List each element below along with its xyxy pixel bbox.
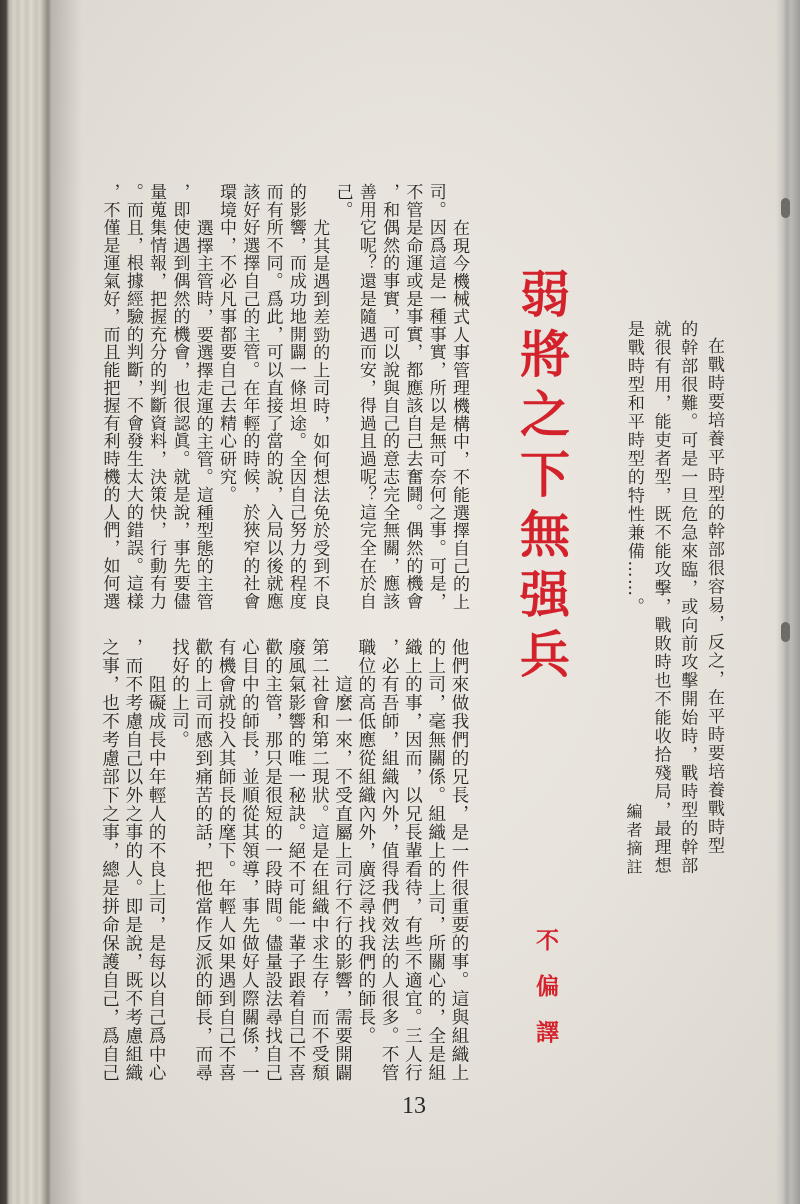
page-stack-edge (0, 0, 52, 1204)
body-column: 善用它呢？還是隨遇而安，得過且過呢？這完全在於自 (355, 183, 376, 611)
body-lower-tier (97, 638, 470, 1088)
body-column: 選擇主管時，要選擇走運的主管。這種型態的主管 (192, 218, 213, 611)
binding-notch (781, 622, 790, 642)
body-column: 職位的高低應從組織內外，廣泛尋找我們的師長。 (355, 638, 376, 1045)
editor-note-column: 就很有用，能吏者型，既不能攻擊，戰敗時也不能收拾殘局，最理想 (650, 320, 671, 875)
binding-notch (781, 198, 790, 218)
body-column: 第二社會和第二現狀。這是在組織中求生存，而不受頹 (309, 638, 330, 1082)
body-column: 歡的上司而感到痛苦的話，把他當作反派的師長，而尋 (192, 638, 213, 1082)
editor-note-column: 的幹部很難。可是一旦危急來臨，或向前攻擊開始時，戰時型的幹部 (677, 320, 698, 875)
editor-note-column: 是戰時型和平時型的特性兼備……。 (623, 320, 644, 616)
body-column: ，不僅是運氣好，而且能把握有利時機的人們，如何選 (99, 183, 120, 611)
body-column: 環境中，不必凡事都要自己去精心研究。 (216, 183, 237, 504)
body-column: 不管是命運或是事實，都應該自己去奮鬪。偶然的機會 (402, 183, 423, 611)
body-column: 有機會就投入其師長的麾下。年輕人如果遇到自己不喜 (216, 638, 237, 1082)
body-column: ，和偶然的事實，可以說與自己的意志完全無關，應該 (379, 183, 400, 611)
page-number: 13 (402, 1093, 426, 1119)
editor-note-column: 在戰時要培養平時型的幹部很容易，反之，在平時要培養戰時型 (704, 337, 724, 855)
body-column: ，必有吾師，組織內外，值得我們效法的人很多。不管 (379, 638, 400, 1082)
body-column: ，即使遇到偶然的機會，也很認眞。就是說，事先要儘 (169, 183, 190, 611)
body-column: 司。因爲這是一種事實，所以是無可奈何之事。可是， (425, 183, 446, 611)
body-column: 阻礙成長中年輕人的不良上司，是每以自己爲中心 (146, 675, 167, 1082)
body-column: 而有所不同。爲此，可以直接了當的說，入局以後就應 (262, 183, 283, 611)
cover-edge (776, 0, 800, 1204)
body-column: 之事，也不考慮部下之事，總是拼命保護自己，爲自己 (99, 638, 120, 1082)
body-column: 該好好選擇自己的主管。在年輕的時候，於狹窄的社會 (239, 183, 260, 611)
body-column: ，而不考慮自己以外之事的人。即是說，既不考慮組織 (122, 638, 143, 1082)
body-column: 量蒐集情報，把握充分的判斷資料，決策快，行動有力 (146, 183, 167, 611)
body-column: 廢風氣影響的唯一秘訣。絕不可能一輩子跟着自己不喜 (285, 638, 306, 1082)
body-column: 他們來做我們的兄長，是一件很重要的事。這與組織上 (449, 638, 469, 1082)
body-column: 找好的上司。 (169, 638, 190, 749)
body-column: 織上的事，因而，以兄長輩看待，有些不適宜。三人行 (402, 638, 423, 1082)
body-column: 的影響，而成功地開闢一條坦途。全因自己努力的程度 (285, 183, 306, 611)
body-column: 歡的主管，那只是很短的一段時間。儘量設法尋找自己 (262, 638, 283, 1082)
body-column: 尤其是遇到差勁的上司時，如何想法免於受到不良 (309, 218, 330, 611)
body-column: 的上司，毫無關係。組織上的上司，所關心的，全是組 (425, 638, 446, 1082)
body-upper-tier (97, 183, 470, 615)
body-column: 在現今機械式人事管理機構中，不能選擇自己的上 (449, 218, 469, 611)
article-title: 弱將之下無强兵 (512, 268, 570, 688)
article-byline: 不偏譯 (532, 928, 558, 1066)
body-column: 這麼一來，不受直屬上司行不行的影響，需要開闢 (332, 675, 353, 1082)
body-column: 。而且，根據經驗的判斷，不會發生太大的錯誤。這樣 (122, 183, 143, 611)
editor-note-signature: 編者摘註 (624, 803, 643, 877)
gutter-shadow (52, 0, 82, 1204)
body-column: 心目中的師長，並順從其領導，事先做好人際關係，一 (239, 638, 260, 1082)
body-column: 己。 (332, 183, 353, 219)
